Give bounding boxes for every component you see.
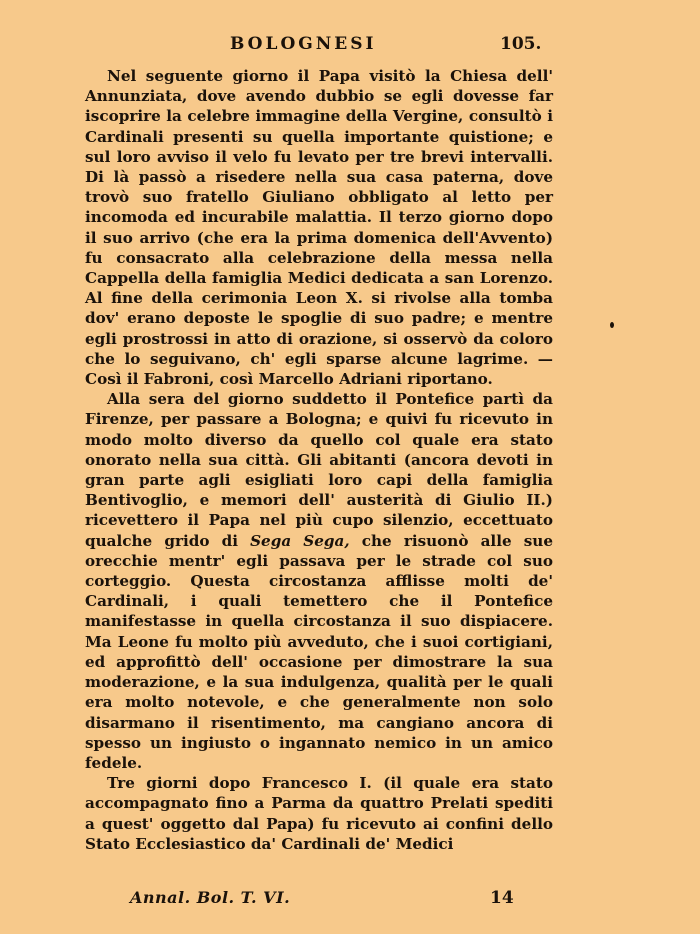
ink-speck — [610, 322, 614, 328]
page-number: 105. — [500, 34, 542, 54]
italic-quote: Sega Sega, — [250, 531, 350, 550]
paragraph-2 — [85, 389, 553, 773]
paragraph-2-text-b: che risuonò alle sue orecchie mentr' egli passava per le strade col suo corteggio. Questa circostanza afflisse molti de' Cardinali, i quali temettero che il Pontefice manifestasse in quella circostanza il suo dispiacere. Ma Leone fu molto più avveduto, che i suoi cortigiani, ed approfittò dell' occasione per dimostrare la sua moderazione, e la sua indulgenza, qualità per le quali era molto notevole, e che generalmente non solo disarmano il risentimento, ma cangiano ancora di spesso un ingiusto o ingannato nemico in un amico fedele. — [85, 531, 553, 772]
paragraph-2-text-a: Alla sera del giorno suddetto il Pontefice partì da Firenze, per passare a Bologna; e quivi fu ricevuto in modo molto diverso da quello col quale era stato onorato nella sua città. Gli abitanti (ancora devoti in gran parte agli esigliati loro capi della famiglia Bentivoglio, e memori dell' austerità di Giulio II.) ricevettero il Papa nel più cupo silenzio, eccettuato qualche grido di — [85, 390, 553, 550]
footer-signature: Annal. Bol. T. VI. — [130, 888, 291, 907]
paragraph-3: Tre giorni dopo Francesco I. (il quale era stato accompagnato fino a Parma da quattro Prelati spediti a quest' oggetto dal Papa) fu ricevuto ai confini dello Stato Ecclesiastico da' Cardinali de' Medici — [85, 774, 553, 853]
signature-mark: 14 — [490, 888, 514, 908]
paragraph-1: Nel seguente giorno il Papa visitò la Chiesa dell' Annunziata, dove avendo dubbio se egli dovesse far iscoprire la celebre immagine della Vergine, consultò i Cardinali presenti su quella importante quistione; e sul loro avviso il velo fu levato per tre brevi intervalli. Di là passò a risedere nella sua casa paterna, dove trovò suo fratello Giuliano obbligato al letto per incomoda ed incurabile malattia. Il terzo giorno dopo il suo arrivo (che era la prima domenica dell'Avvento) fu consacrato alla celebrazione della messa nella Cappella della famiglia Medici dedicata a san Lorenzo. Al fine della cerimonia Leon X. si rivolse alla tomba dov' erano deposte le spoglie di suo padre; e mentre egli prostrossi in atto di orazione, si osservò da coloro che lo seguivano, ch' egli sparse alcune lagrime. — Così il Fabroni, così Marcello Adriani riportano. — [85, 67, 553, 389]
body-text — [85, 66, 553, 854]
running-title: BOLOGNESI — [230, 34, 377, 54]
